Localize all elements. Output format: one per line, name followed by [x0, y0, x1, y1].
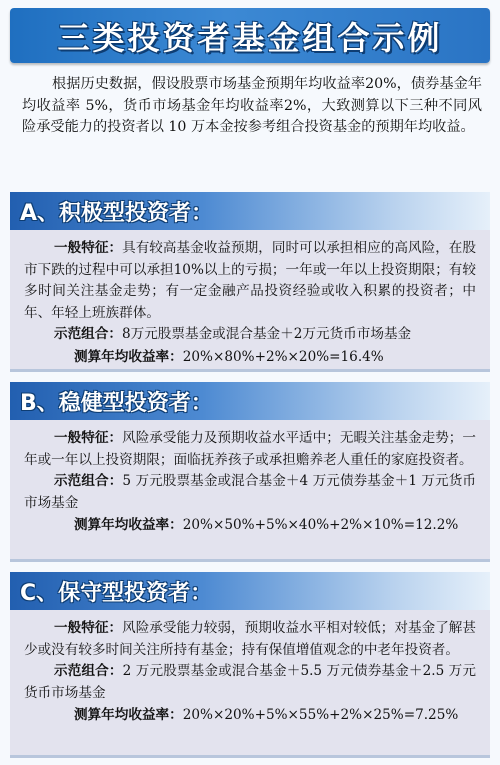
return-line [24, 514, 476, 536]
portfolio-line [24, 471, 476, 514]
features-value: 具有较高基金收益预期，同时可以承担相应的高风险，在股市下跌的过程中可以承担10%以上的亏损；一年或一年以上投资期限；有较多时间关注基金走势；有一定金融产品投资经验或收入积累的投资者；中年、年轻上班族群体。 [24, 240, 477, 321]
portfolio-value: 2 万元股票基金或混合基金＋5.5 万元债券基金＋2.5 万元货币市场基金 [24, 663, 476, 701]
section-title: C、保守型投资者： [20, 580, 213, 606]
portfolio-value: 8万元股票基金或混合基金＋2万元货币市场基金 [121, 326, 412, 342]
return-value: 20%×50%+5%×40%+2%×10%=12.2% [182, 517, 459, 533]
section-title: B、稳健型投资者： [20, 390, 213, 416]
portfolio-label: 示范组合： [54, 326, 122, 342]
features-text [24, 618, 476, 661]
section-header-balanced [10, 382, 490, 420]
features-label: 一般特征： [54, 240, 123, 256]
features-label: 一般特征： [54, 430, 123, 446]
features-value: 风险承受能力较弱，预期收益水平相对较低；对基金了解甚少或没有较多时间关注所持有基金；持有保值增值观念的中老年投资者。 [24, 620, 477, 658]
return-label: 测算年均收益率： [74, 348, 183, 365]
section-header-conservative [10, 572, 490, 610]
portfolio-label: 示范组合： [54, 663, 123, 679]
portfolio-value: 5 万元股票基金或混合基金＋4 万元债券基金＋1 万元货币市场基金 [24, 473, 476, 511]
page-title: 三类投资者基金组合示例 [57, 18, 443, 57]
section-title: A、积极型投资者： [20, 200, 214, 226]
return-value: 20%×20%+5%×55%+2%×25%=7.25% [182, 707, 459, 723]
section-panel-conservative [10, 610, 490, 758]
return-line [24, 346, 476, 368]
features-label: 一般特征： [54, 620, 123, 636]
return-value: 20%×80%+2%×20%=16.4% [182, 348, 384, 365]
portfolio-label: 示范组合： [54, 473, 123, 489]
title-banner [10, 8, 490, 63]
features-text [24, 238, 476, 324]
return-label: 测算年均收益率： [74, 517, 183, 533]
portfolio-line [24, 324, 476, 346]
section-panel-aggressive [10, 230, 490, 372]
return-label: 测算年均收益率： [74, 707, 183, 723]
features-text [24, 428, 476, 471]
return-line [24, 704, 476, 726]
section-panel-balanced [10, 420, 490, 562]
portfolio-line [24, 661, 476, 704]
section-header-aggressive [10, 192, 490, 230]
intro-paragraph: 根据历史数据，假设股票市场基金预期年均收益率20%，债券基金年均收益率 5%，货币市场基金年均收益率2%，大致测算以下三种不同风险承受能力的投资者以 10 万本金按参考组合投资基金的预期年均收益。 [22, 76, 482, 135]
features-value: 风险承受能力及预期收益水平适中；无暇关注基金走势；一年或一年以上投资期限；面临抚养孩子或承担赡养老人重任的家庭投资者。 [24, 430, 477, 468]
